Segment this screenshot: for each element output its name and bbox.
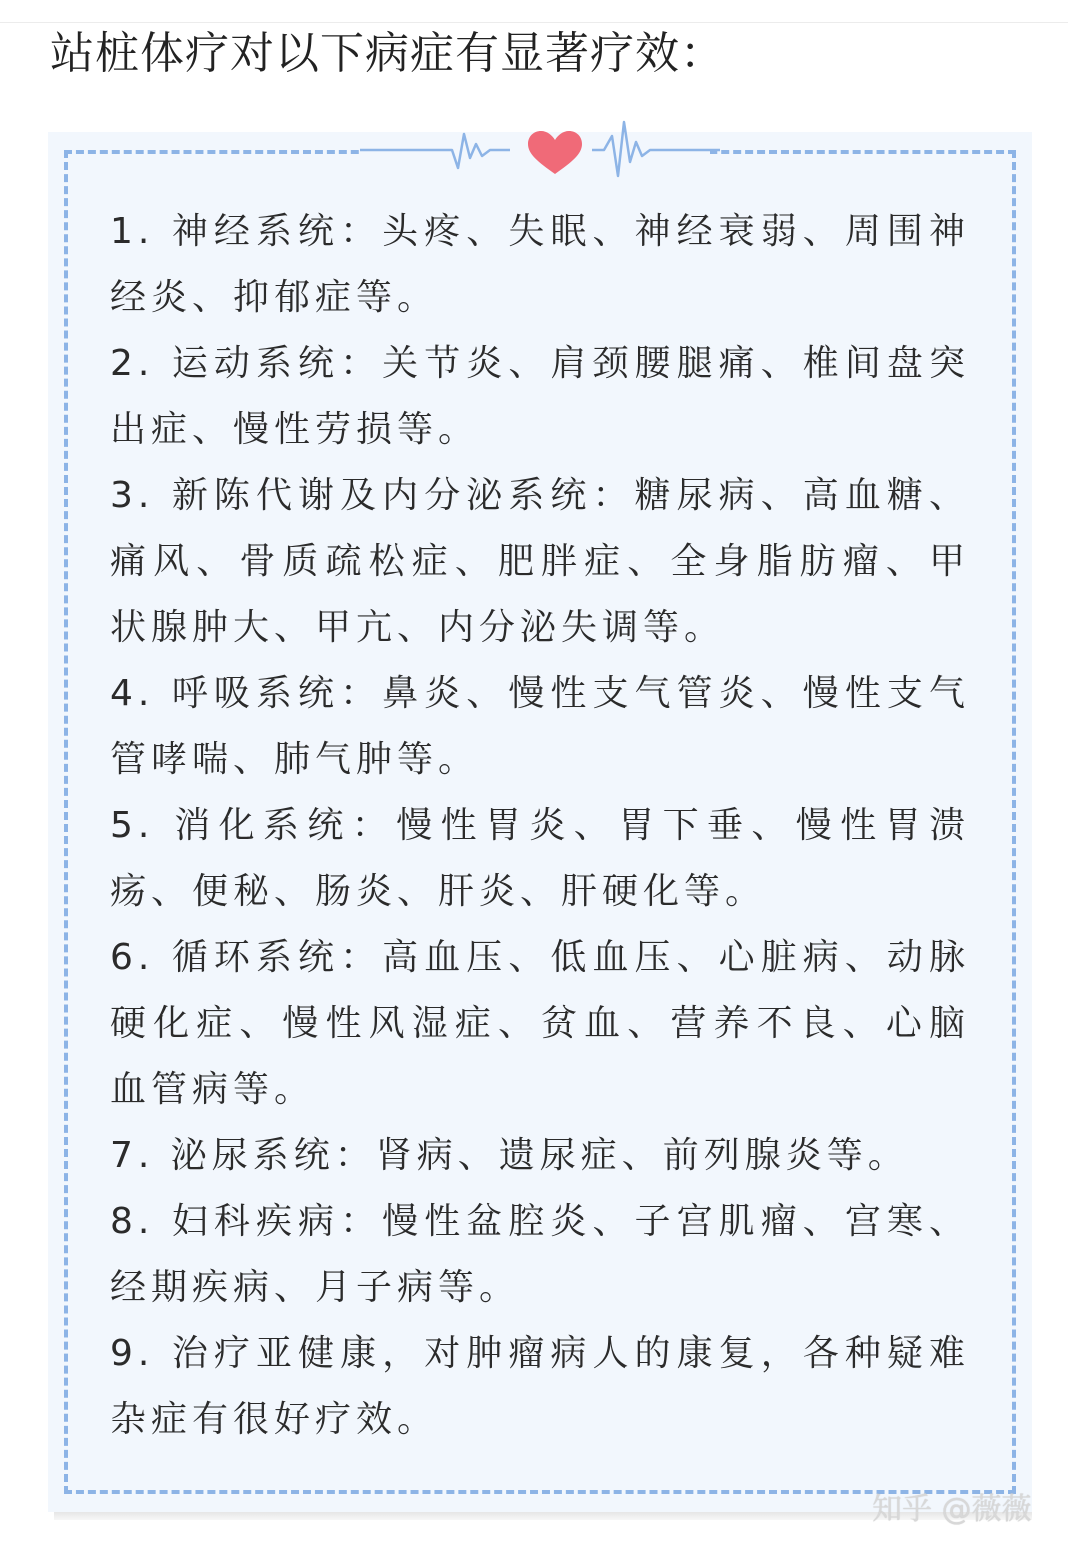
- list-item: 3. 新陈代谢及内分泌系统：糖尿病、高血糖、痛风、骨质疏松症、肥胖症、全身脂肪瘤、甲状腺肿大、甲亢、内分泌失调等。: [110, 475, 970, 648]
- list-item: 9. 治疗亚健康，对肿瘤病人的康复，各种疑难杂症有很好疗效。: [110, 1333, 970, 1440]
- heartbeat-line-right-icon: [592, 122, 720, 176]
- heart-icon: [528, 131, 582, 174]
- list-item: 1. 神经系统：头疼、失眠、神经衰弱、周围神经炎、抑郁症等。: [110, 211, 970, 318]
- condition-list: [110, 199, 970, 1453]
- list-item: 5. 消化系统：慢性胃炎、胃下垂、慢性胃溃疡、便秘、肠炎、肝炎、肝硬化等。: [110, 805, 970, 912]
- page-title: 站桩体疗对以下病症有显著疗效：: [50, 28, 725, 79]
- heartbeat-heart-icon: [360, 116, 720, 186]
- list-item: 4. 呼吸系统：鼻炎、慢性支气管炎、慢性支气管哮喘、肺气肿等。: [110, 673, 970, 780]
- heartbeat-line-left-icon: [360, 134, 510, 168]
- list-item: 6. 循环系统：高血压、低血压、心脏病、动脉硬化症、慢性风湿症、贫血、营养不良、心脑血管病等。: [110, 937, 970, 1110]
- watermark: 知乎 @薇薇: [872, 1492, 1032, 1527]
- top-divider: [0, 22, 1068, 23]
- list-item: 2. 运动系统：关节炎、肩颈腰腿痛、椎间盘突出症、慢性劳损等。: [110, 343, 970, 450]
- list-item: 7. 泌尿系统：肾病、遗尿症、前列腺炎等。: [110, 1135, 909, 1176]
- list-item: 8. 妇科疾病：慢性盆腔炎、子宫肌瘤、宫寒、经期疾病、月子病等。: [110, 1201, 970, 1308]
